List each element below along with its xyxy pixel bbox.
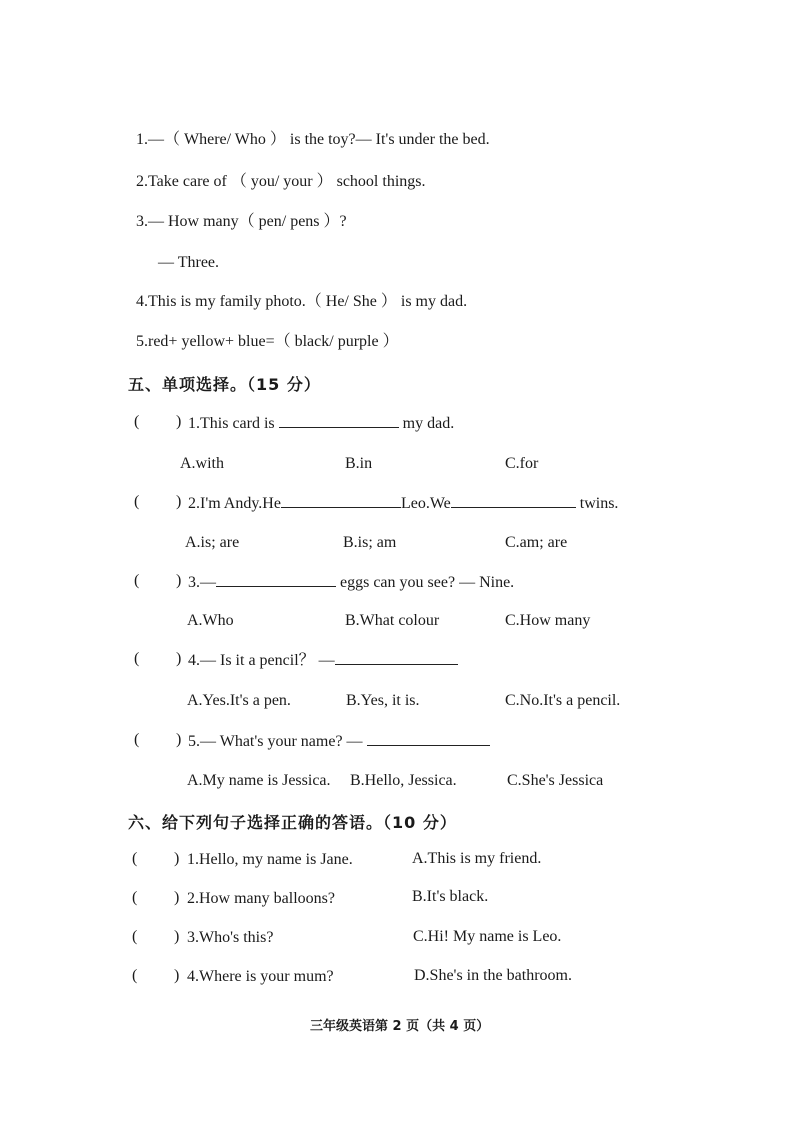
answer-paren-open: ( xyxy=(134,572,140,589)
stem-text: Leo.We xyxy=(400,495,451,512)
answer-blank[interactable] xyxy=(281,493,401,508)
answer-paren-close: ) xyxy=(176,650,182,667)
answer-paren-open: ( xyxy=(134,493,140,510)
section4-item-3: 3.— How many（ pen/ pens ）? xyxy=(136,213,347,230)
section4-item-3-answer: — Three. xyxy=(158,254,220,271)
option-a: A.My name is Jessica. xyxy=(187,772,331,789)
stem-text: 4.— Is it a pencil？ — xyxy=(188,652,335,669)
answer-paren-open: ( xyxy=(132,850,138,867)
match-question: 2.How many balloons? xyxy=(187,890,335,907)
section6-title: 六、给下列句子选择正确的答语。（10 分） xyxy=(128,813,457,832)
match-answer: B.It's black. xyxy=(412,888,489,905)
option-a: A.is; are xyxy=(185,534,240,551)
answer-paren-close: ) xyxy=(176,413,182,430)
answer-paren-close: ) xyxy=(174,889,180,906)
stem-text: eggs can you see? — Nine. xyxy=(340,574,515,591)
stem-text: 1.This card is xyxy=(188,415,275,432)
stem-text: twins. xyxy=(579,495,619,512)
answer-paren-open: ( xyxy=(134,650,140,667)
option-a: A.Who xyxy=(187,612,234,629)
answer-paren-open: ( xyxy=(132,967,138,984)
stem-text: 3.— xyxy=(188,574,216,591)
answer-paren-open: ( xyxy=(134,413,140,430)
section5-title: 五、单项选择。（15 分） xyxy=(128,375,321,394)
question-stem xyxy=(188,731,490,752)
section4-item-5: 5.red+ yellow+ blue=（ black/ purple ） xyxy=(136,333,399,350)
question-stem xyxy=(188,413,454,434)
option-b: B.in xyxy=(345,455,373,472)
option-b: B.Hello, Jessica. xyxy=(350,772,457,789)
answer-blank[interactable] xyxy=(451,493,576,508)
answer-paren-close: ) xyxy=(174,928,180,945)
section4-item-2: 2.Take care of （ you/ your ） school things. xyxy=(136,173,426,190)
stem-text: 2.I'm Andy.He xyxy=(188,495,281,512)
answer-blank[interactable] xyxy=(279,413,399,428)
answer-blank[interactable] xyxy=(367,731,490,746)
answer-paren-close: ) xyxy=(176,572,182,589)
option-b: B.Yes, it is. xyxy=(346,692,420,709)
stem-text: 5.— What's your name? — xyxy=(188,733,363,750)
match-answer: C.Hi! My name is Leo. xyxy=(413,928,562,945)
answer-paren-close: ) xyxy=(174,967,180,984)
page-footer: 三年级英语第 2 页（共 4 页） xyxy=(310,1019,490,1034)
answer-paren-close: ) xyxy=(174,850,180,867)
option-c: C.How many xyxy=(505,612,591,629)
match-answer: D.She's in the bathroom. xyxy=(414,967,572,984)
option-c: C.for xyxy=(505,455,539,472)
match-question: 3.Who's this? xyxy=(187,929,274,946)
option-b: B.is; am xyxy=(343,534,397,551)
section4-item-4: 4.This is my family photo.（ He/ She ） is my dad. xyxy=(136,293,468,310)
answer-paren-open: ( xyxy=(132,889,138,906)
option-c: C.am; are xyxy=(505,534,568,551)
answer-paren-close: ) xyxy=(176,731,182,748)
stem-text: my dad. xyxy=(402,415,455,432)
option-a: A.with xyxy=(180,455,224,472)
section4-item-1: 1.—（ Where/ Who ） is the toy?— It's under the bed. xyxy=(136,131,490,148)
option-c: C.She's Jessica xyxy=(507,772,604,789)
question-stem xyxy=(188,572,514,593)
question-stem xyxy=(188,650,458,671)
question-stem xyxy=(188,493,618,514)
answer-blank[interactable] xyxy=(216,572,336,587)
match-answer: A.This is my friend. xyxy=(412,850,542,867)
match-question: 4.Where is your mum? xyxy=(187,968,334,985)
answer-paren-open: ( xyxy=(134,731,140,748)
option-c: C.No.It's a pencil. xyxy=(505,692,621,709)
answer-paren-close: ) xyxy=(176,493,182,510)
option-b: B.What colour xyxy=(345,612,440,629)
answer-blank[interactable] xyxy=(335,650,458,665)
match-question: 1.Hello, my name is Jane. xyxy=(187,851,353,868)
answer-paren-open: ( xyxy=(132,928,138,945)
option-a: A.Yes.It's a pen. xyxy=(187,692,291,709)
